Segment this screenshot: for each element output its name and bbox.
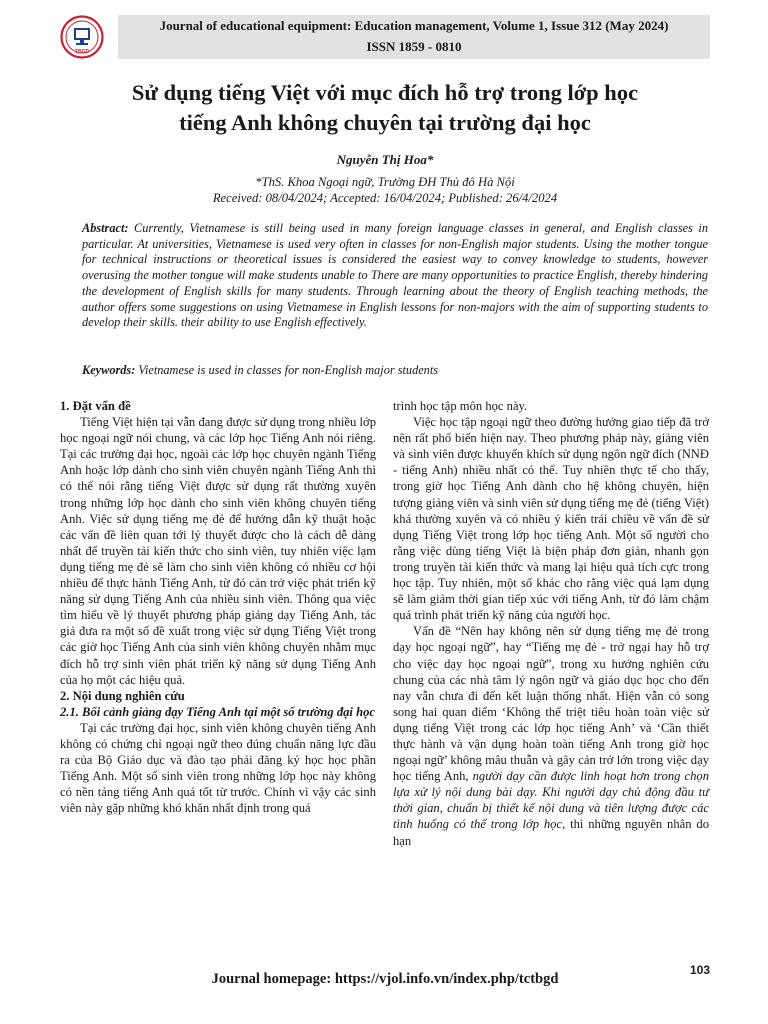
journal-header [118,15,710,59]
subsection-heading-2-1: 2.1. Bối cảnh giảng dạy Tiếng Anh tại một số trường đại học [60,704,375,719]
keywords [82,363,708,379]
keywords-label: Keywords: [82,363,136,377]
abstract [82,221,708,331]
issn: ISSN 1859 - 0810 [366,39,462,54]
title-line-2: tiếng Anh không chuyên tại trường đại học [179,110,591,135]
page-number: 103 [690,963,711,977]
logo-text: TBGD [74,49,90,55]
abstract-label: Abstract: [82,221,129,235]
paragraph-text: Vấn đề “Nên hay không nên sử dụng tiếng mẹ đẻ trong dạy học ngoại ngữ”, hay “Tiếng mẹ đẻ - trở ngại hay hỗ trợ cho việc dạy học ngoại ngữ”, trong xu hướng nghiên cứu chung của các nhà tâm lý ngôn ngữ và giáo dục học cho đến nay vẫn chưa đi đến kết luận thống nhất. Hiện vẫn có song song hai quan điểm ‘Không thể triệt tiêu hoàn toàn việc sử dụng tiếng Việt trong các lớp học tiếng Anh’ và ‘Cần thiết thực hành và vận dụng hoàn toàn tiếng Anh trong giờ học ngoại ngữ’ không mâu thuẫn và gây cản trở lớn trong việc dạy học tiếng Anh, [393,624,709,784]
italic-text: người dạy cần được linh hoạt hơn trong chọn lựa xử lý nội dung bài dạy. Khi người dạy chủ động đầu tư thời gian, chuẩn bị thiết kế nội dung và tiên lượng được các tình huống có thể trong lớp học [393,769,709,832]
dates: Received: 08/04/2024; Accepted: 16/04/2024; Published: 26/4/2024 [212,191,558,205]
paragraph: Tại các trường đại học, sinh viên không chuyên tiếng Anh không có chứng chỉ ngoại ngữ theo đúng chuẩn năng lực đầu ra của Bộ Giáo dục và đào tạo phải đăng ký học học phần Tiếng Anh. Một số sinh viên trong những lớp học này không có nền tảng tiếng Anh quá tốt từ trước. Chính vì vậy các sinh viên này gặp những khó khăn nhất định trong quá [60,720,376,816]
paragraph: Việc học tập ngoại ngữ theo đường hướng giao tiếp đã trở nên rất phổ biến hiện nay. Theo phương pháp này, giảng viên và sinh viên được khuyến khích sử dụng ngôn ngữ đích (NNĐ - tiếng Anh) nhiều nhất có thể. Tuy nhiên thực tế cho thấy, trong giờ học Tiếng Anh dành cho hệ không chuyên, hiện tượng giảng viên và sinh viên sử dụng tiếng mẹ đẻ (tiếng Việt) khá thường xuyên và có nhiều ý kiến trái chiều về vấn đề sử dụng Tiếng Việt trong lớp học tiếng Anh. Một số người cho rằng việc dùng tiếng Việt là biện pháp đơn giản, nhanh gọn trong truyền tải kiến thức và mang lại hiệu quả tích cực trong học tập. Tuy nhiên, một số khác cho rằng việc quá lạm dụng sẽ làm giảm thời gian tiếp xúc với tiếng Anh, từ đó làm chậm quá trình phát triển kỹ năng của người học. [393,415,709,623]
affiliation: *ThS. Khoa Ngoại ngữ, Trường ĐH Thủ đô Hà Nội [255,175,515,189]
journal-name: Journal of educational equipment: Education management, Volume 1, Issue 312 (May 2024) [159,18,669,33]
paragraph [393,623,709,848]
left-column [60,398,376,816]
paragraph-text: , thì những nguyên nhân do hạn [393,817,709,848]
keywords-text: Vietnamese is used in classes for non-English major students [135,363,439,377]
section-heading-2: 2. Nội dung nghiên cứu [60,688,185,703]
title-line-1: Sử dụng tiếng Việt với mục đích hỗ trợ trong lớp học [131,80,639,105]
journal-logo [60,15,104,59]
author-name: Nguyễn Thị Hoa* [336,152,434,167]
paragraph: trình học tập môn học này. [393,399,528,413]
section-heading-1: 1. Đặt vấn đề [60,399,131,413]
affiliation-block [60,174,710,206]
article-title [60,78,710,138]
right-column [393,398,709,849]
journal-homepage: Journal homepage: https://vjol.info.vn/index.php/tctbgd [211,971,559,987]
abstract-text: Currently, Vietnamese is still being used in many foreign language classes in general, and English classes in particular. At universities, Vietnamese is used very often in classes for non-English major students. Using the mother tongue for technical instructions or theoretical issues is considered the easiest way to convey knowledge to students, however overusing the mother tongue will make students unable to There are many opportunities to practice English, thereby hindering the development of English skills for many students. Through learning about the theory of English teaching methods, the author offers some suggestions on using Vietnamese in English lessons for non-majors with the aim of supporting students to develop their skills. their ability to use English effectively. [82,221,708,330]
paragraph: Tiếng Việt hiện tại vẫn đang được sử dụng trong nhiều lớp học ngoại ngữ nói chung, và các lớp học Tiếng Anh nói riêng. Tại các trường đại học, ngoài các lớp học chuyên ngành Tiếng Anh hoặc lớp dành cho sinh viên chuyên ngành Tiếng Anh thì có thể nói rằng tiếng Việt được sử dụng rất thường xuyên trong những lớp học dành cho sinh viên không chuyên tiếng Anh. Việc sử dụng tiếng mẹ đẻ để hướng dẫn kỹ thuật hoặc các vấn đề liên quan tới lý thuyết được cho là cách dễ dàng nhất để truyền tải kiến thức cho sinh viên, tuy nhiên việc lạm dụng tiếng mẹ đẻ sẽ làm cho sinh viên không có nhiều cơ hội nhiều để thực hành Tiếng Anh, từ đó cản trở việc phát triển kỹ năng sử dụng Tiếng Anh của nhiều sinh viên. Thông qua việc tìm hiểu về lý thuyết phương pháp giảng dạy Tiếng Anh, tác giả đưa ra một số đề xuất trong việc sử dụng Tiếng Việt trong các giờ học Tiếng Anh của sinh viên không chuyên nhằm mục đích hỗ trợ sinh viên phát triển kỹ năng sử dụng Tiếng Anh của họ một các hiệu quả. [60,415,376,687]
